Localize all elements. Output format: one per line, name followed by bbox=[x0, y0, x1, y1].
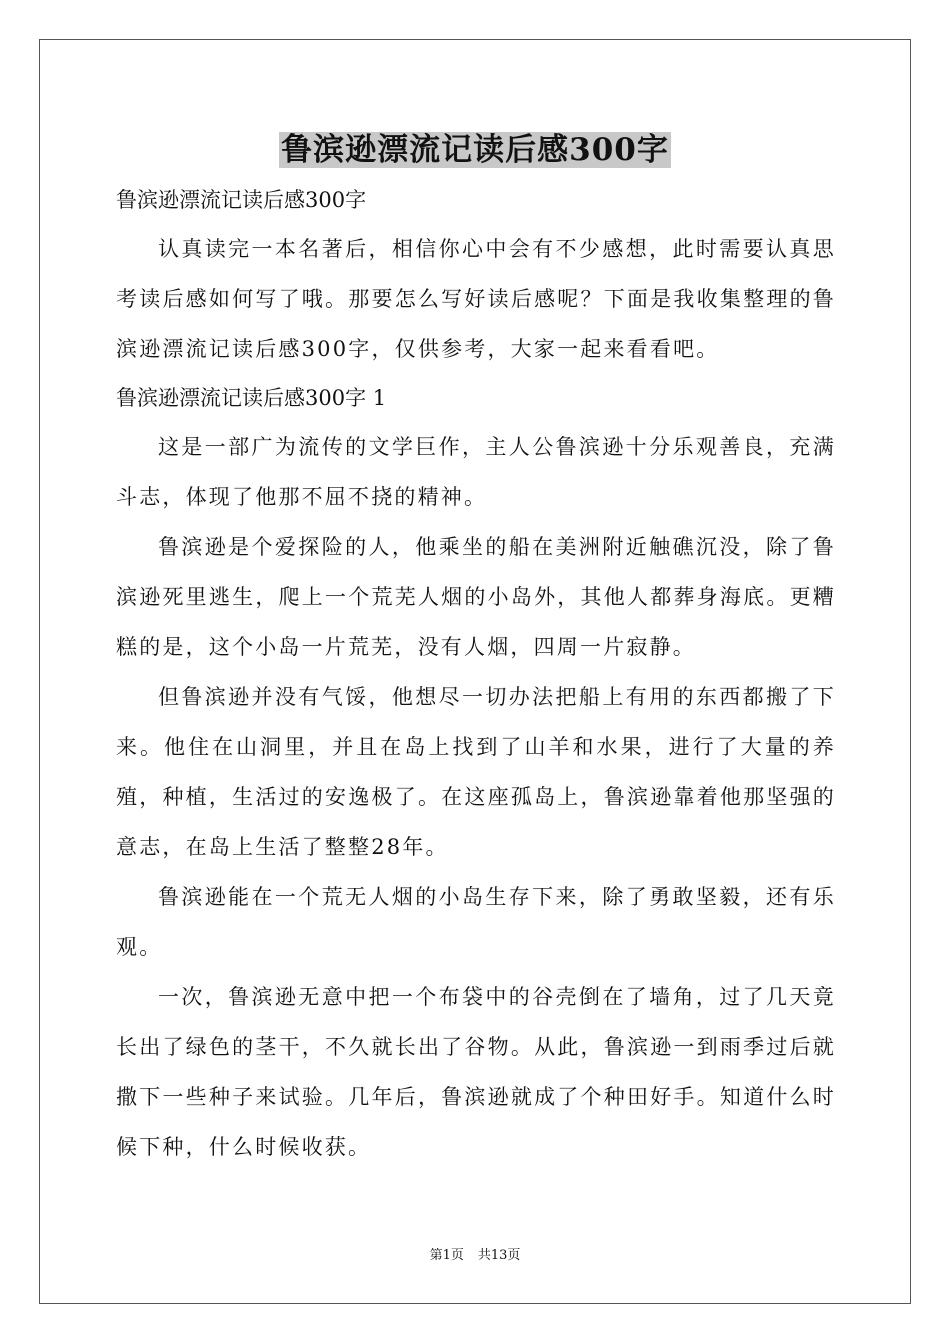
document-subtitle: 鲁滨逊漂流记读后感300字 bbox=[116, 188, 367, 212]
body-paragraph: 一次，鲁滨逊无意中把一个布袋中的谷壳倒在了墙角，过了几天竟长出了绿色的茎干，不久就长出了谷物。从此，鲁滨逊一到雨季过后就撒下一些种子来试验。几年后，鲁滨逊就成了个种田好手。知道什么时候下种，什么时候收获。 bbox=[116, 985, 836, 1159]
document-title bbox=[0, 128, 950, 172]
body-paragraph: 但鲁滨逊并没有气馁，他想尽一切办法把船上有用的东西都搬了下来。他住在山洞里，并且在岛上找到了山羊和水果，进行了大量的养殖，种植，生活过的安逸极了。在这座孤岛上，鲁滨逊靠着他那坚强的意志，在岛上生活了整整28年。 bbox=[116, 685, 836, 859]
body-paragraph: 这是一部广为流传的文学巨作，主人公鲁滨逊十分乐观善良，充满斗志，体现了他那不屈不挠的精神。 bbox=[116, 435, 836, 509]
body-paragraph: 鲁滨逊能在一个荒无人烟的小岛生存下来，除了勇敢坚毅，还有乐观。 bbox=[116, 885, 836, 959]
section-heading: 鲁滨逊漂流记读后感300字 1 bbox=[116, 386, 387, 410]
intro-paragraph: 认真读完一本名著后，相信你心中会有不少感想，此时需要认真思考读后感如何写了哦。那要怎么写好读后感呢？下面是我收集整理的鲁滨逊漂流记读后感300字，仅供参考，大家一起来看看吧。 bbox=[116, 237, 836, 361]
document-body bbox=[116, 176, 836, 1172]
document-title-text: 鲁滨逊漂流记读后感300字 bbox=[281, 132, 669, 168]
page-total: 共13页 bbox=[477, 1248, 521, 1263]
page-number: 第1页 bbox=[429, 1248, 464, 1263]
page-footer bbox=[0, 1246, 950, 1266]
body-paragraph: 鲁滨逊是个爱探险的人，他乘坐的船在美洲附近触礁沉没，除了鲁滨逊死里逃生，爬上一个荒芜人烟的小岛外，其他人都葬身海底。更糟糕的是，这个小岛一片荒芜，没有人烟，四周一片寂静。 bbox=[116, 535, 836, 659]
